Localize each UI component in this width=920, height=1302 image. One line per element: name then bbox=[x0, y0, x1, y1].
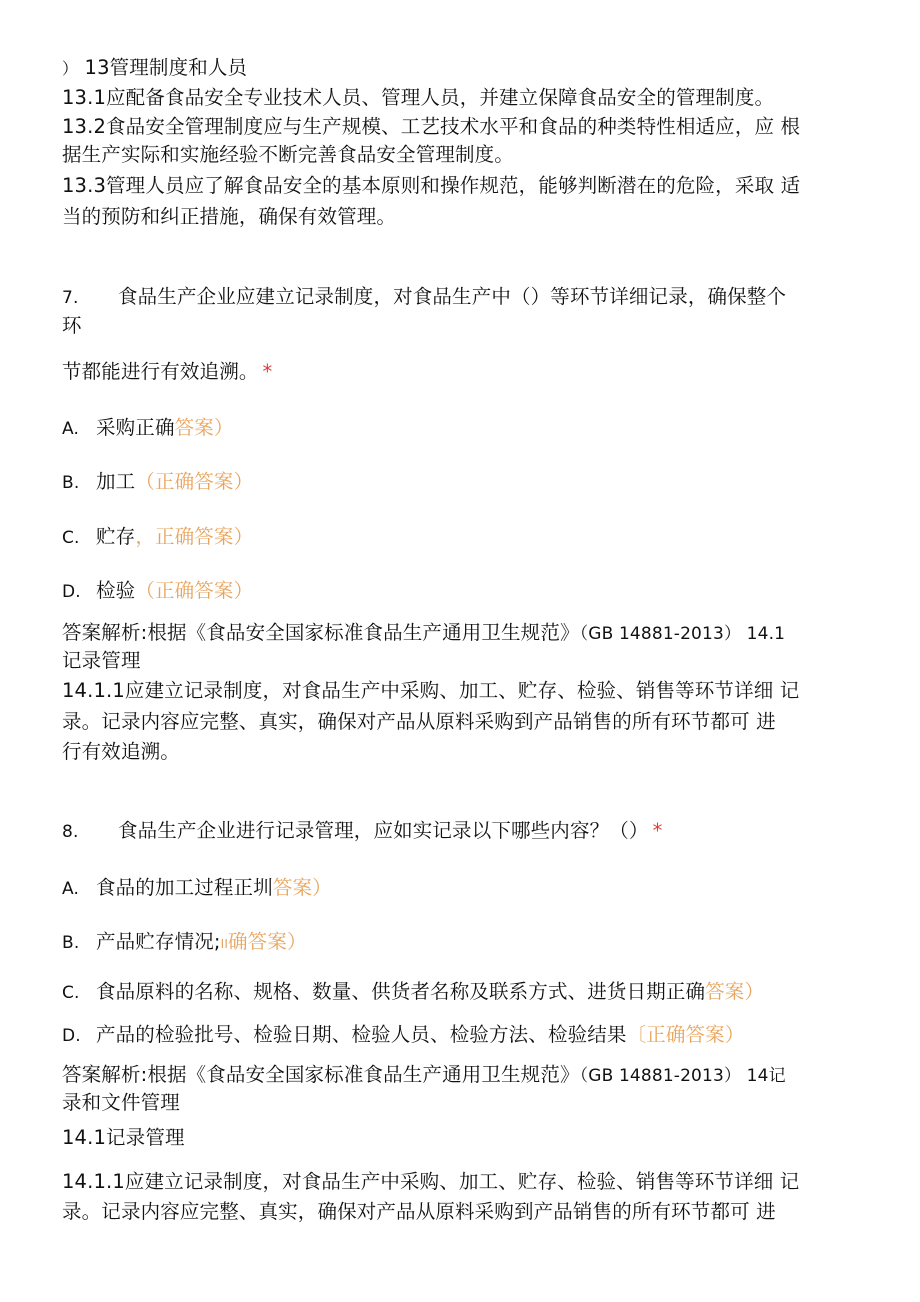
section-line-13-2-cont: 据生产实际和实施经验不断完善食品安全管理制度。 bbox=[62, 143, 514, 166]
question-text-cont: 节都能进行有效追溯。 bbox=[62, 360, 259, 383]
q8-explanation-line-4: 14.1.1应建立记录制度，对食品生产中采购、加工、贮存、检验、销售等环节详细 记 bbox=[62, 1170, 800, 1193]
q7-option-c[interactable] bbox=[62, 525, 253, 549]
explanation-standard: （GB 14881-2013） 14.1 bbox=[579, 624, 786, 644]
option-answer-faint: II bbox=[220, 937, 229, 951]
q7-explanation-line-5: 行有效追溯。 bbox=[62, 740, 180, 763]
option-letter: D. bbox=[62, 582, 81, 602]
section-line-13-3: 13.3管理人员应了解食品安全的基本原则和操作规范，能够判断潜在的危险，采取 适 bbox=[62, 174, 801, 197]
option-letter: B. bbox=[62, 933, 80, 953]
question-text: 食品生产企业进行记录管理，应如实记录以下哪些内容？（） bbox=[118, 819, 649, 842]
option-letter: C. bbox=[62, 983, 80, 1003]
q8-explanation-line-2: 录和文件管理 bbox=[62, 1091, 180, 1114]
option-letter: B. bbox=[62, 473, 80, 493]
option-answer: （正确答案） bbox=[135, 470, 254, 493]
q7-explanation-line-4: 录。记录内容应完整、真实，确保对产品从原料采购到产品销售的所有环节都可 进 bbox=[62, 710, 776, 733]
q8-option-d[interactable] bbox=[62, 1023, 744, 1047]
option-answer: 答案） bbox=[174, 416, 234, 439]
q7-option-b[interactable] bbox=[62, 470, 253, 494]
q8-option-b[interactable] bbox=[62, 930, 307, 954]
option-text: 检验 bbox=[96, 579, 136, 602]
option-answer: 答案） bbox=[705, 980, 765, 1003]
option-letter: A. bbox=[62, 419, 80, 439]
explanation-text: 答案解析:根据《食品安全国家标准食品生产通用卫生规范》 bbox=[62, 621, 580, 644]
option-text: 食品的加工过程正圳 bbox=[96, 876, 273, 899]
explanation-standard: （GB 14881-2013） 14记 bbox=[579, 1066, 786, 1086]
required-mark: * bbox=[262, 360, 273, 383]
q7-option-d[interactable] bbox=[62, 579, 253, 603]
q7-explanation-line-2: 记录管理 bbox=[62, 649, 141, 672]
option-answer: （正确答案） bbox=[135, 579, 254, 602]
option-text: 产品的检验批号、检验日期、检验人员、检验方法、检验结果 bbox=[96, 1023, 627, 1046]
heading-text: 13管理制度和人员 bbox=[84, 56, 248, 79]
option-letter: D. bbox=[62, 1026, 81, 1046]
question-7 bbox=[62, 285, 786, 309]
section-heading bbox=[62, 56, 247, 80]
option-answer: 答案） bbox=[272, 876, 332, 899]
option-letter: A. bbox=[62, 879, 80, 899]
option-answer: 确答案） bbox=[228, 930, 307, 953]
option-text: 食品原料的名称、规格、数量、供货者名称及联系方式、进货日期正确 bbox=[96, 980, 706, 1003]
question-7-cont bbox=[62, 360, 272, 384]
q8-explanation-line-5: 录。记录内容应完整、真实，确保对产品从原料采购到产品销售的所有环节都可 进 bbox=[62, 1200, 776, 1223]
option-letter: C. bbox=[62, 528, 80, 548]
option-text: 产品贮存情况; bbox=[96, 930, 221, 953]
q7-explanation-line-1 bbox=[62, 621, 785, 645]
q7-explanation-line-3: 14.1.1应建立记录制度，对食品生产中采购、加工、贮存、检验、销售等环节详细 记 bbox=[62, 679, 800, 702]
q8-explanation-line-3: 14.1记录管理 bbox=[62, 1126, 185, 1149]
question-7-wrap: 环 bbox=[62, 314, 82, 337]
section-line-13-3-cont: 当的预防和纠正措施，确保有效管理。 bbox=[62, 205, 397, 228]
explanation-text: 答案解析:根据《食品安全国家标准食品生产通用卫生规范》 bbox=[62, 1063, 580, 1086]
section-line-13-2: 13.2食品安全管理制度应与生产规模、工艺技术水平和食品的种类特性相适应，应 根 bbox=[62, 115, 801, 138]
question-text: 食品生产企业应建立记录制度，对食品生产中（）等环节详细记录，确保整个 bbox=[118, 285, 787, 308]
question-8 bbox=[62, 819, 662, 843]
question-number: 7. bbox=[62, 288, 79, 308]
option-text: 贮存 bbox=[96, 525, 136, 548]
option-answer: 〔正确答案） bbox=[626, 1023, 745, 1046]
required-mark: * bbox=[652, 819, 663, 842]
option-answer: ，正确答案） bbox=[135, 525, 254, 548]
option-text: 加工 bbox=[96, 470, 136, 493]
question-number: 8. bbox=[62, 822, 79, 842]
q8-explanation-line-1 bbox=[62, 1063, 786, 1087]
q8-option-c[interactable] bbox=[62, 980, 764, 1004]
option-text: 采购正确 bbox=[96, 416, 175, 439]
q7-option-a[interactable] bbox=[62, 416, 234, 440]
section-line-13-1: 13.1应配备食品安全专业技术人员、管理人员，并建立保障食品安全的管理制度。 bbox=[62, 86, 775, 109]
heading-bracket: ） bbox=[62, 59, 79, 78]
q8-option-a[interactable] bbox=[62, 876, 332, 900]
